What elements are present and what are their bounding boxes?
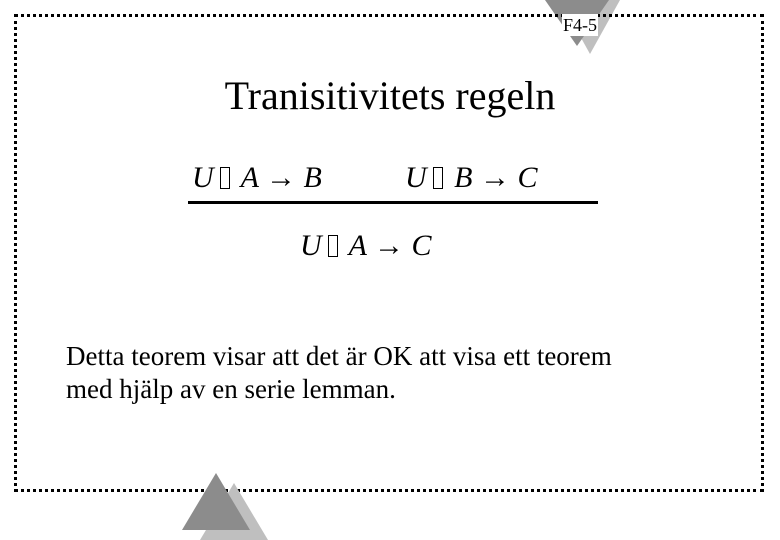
conclusion-u: U — [300, 229, 322, 262]
premise-1-arrow: → — [265, 161, 296, 194]
premise-2-arrow: → — [480, 161, 510, 194]
body-line-2: med hjälp av en serie lemman. — [66, 374, 396, 404]
conclusion-arrow: → — [373, 229, 404, 262]
decorative-triangle-bottom-front — [182, 473, 250, 530]
premise-1-b: B — [303, 161, 322, 194]
premise-1 — [192, 160, 322, 196]
premise-2-b: C — [517, 161, 538, 194]
premise-1-u: U — [192, 161, 214, 194]
conclusion — [300, 228, 431, 264]
premise-1-a: A — [240, 161, 259, 194]
premise-2-a: B — [454, 161, 473, 194]
premise-2 — [405, 160, 538, 196]
conclusion-a: A — [348, 229, 367, 262]
conclusion-b: C — [411, 229, 432, 262]
premise-2-u: U — [405, 161, 427, 194]
slide-title: Tranisitivitets regeln — [224, 73, 556, 118]
turnstile-box — [328, 235, 338, 257]
body-line-1: Detta teorem visar att det är OK att visa ett teorem — [66, 341, 612, 371]
body-text — [66, 340, 746, 406]
turnstile-box — [433, 167, 443, 189]
turnstile-box — [220, 167, 230, 189]
slide-number: F4-5 — [563, 15, 598, 35]
inference-line — [188, 201, 598, 204]
